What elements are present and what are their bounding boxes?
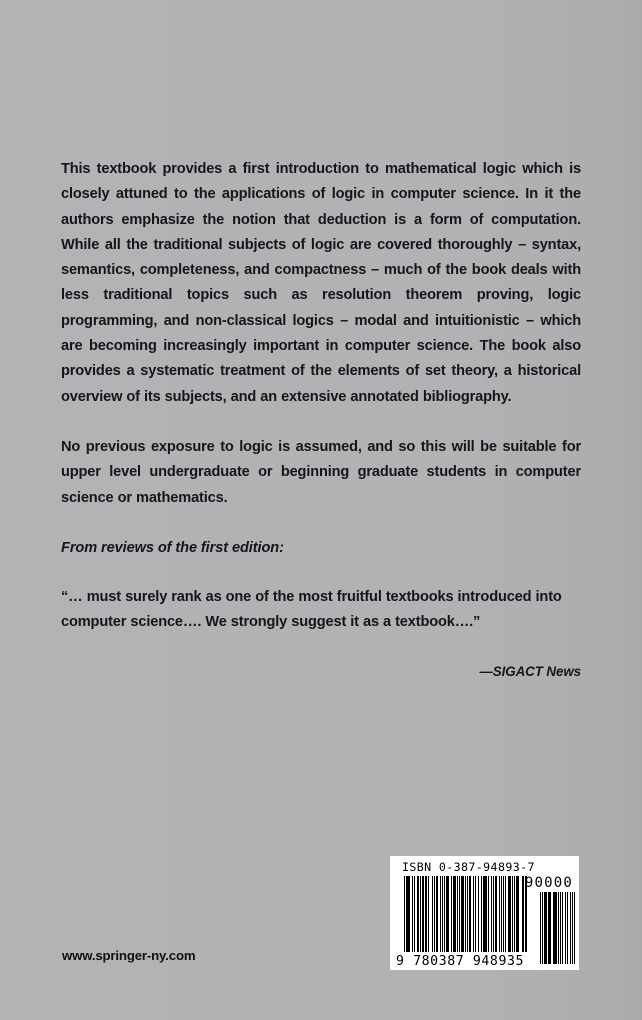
- ean13-bars: [404, 876, 528, 952]
- isbn-barcode: [390, 856, 579, 970]
- publisher-url: www.springer-ny.com: [62, 948, 196, 963]
- barcode-addon-caption: 90000: [524, 875, 573, 891]
- reviews-heading: From reviews of the first edition:: [61, 539, 284, 556]
- barcode-bar: [483, 876, 486, 952]
- barcode-bar: [549, 892, 551, 964]
- isbn-caption: ISBN 0-387-94893-7: [402, 860, 535, 874]
- barcode-bar: [558, 892, 559, 964]
- blurb-paragraph-2: No previous exposure to logic is assumed, and so this will be suitable for upper level undergraduate or beginning graduate students in computer science or mathematics.: [61, 438, 581, 506]
- barcode-bar: [417, 876, 419, 952]
- barcode-bar: [457, 876, 458, 952]
- barcode-bar: [486, 876, 487, 952]
- barcode-bar: [465, 876, 466, 952]
- barcode-bar: [495, 876, 497, 952]
- barcode-bar: [436, 876, 438, 952]
- barcode-bar: [554, 892, 557, 964]
- barcode-bar: [478, 876, 480, 952]
- ean-caption: 9 780387 948935: [396, 954, 525, 969]
- barcode-bar: [444, 876, 445, 952]
- barcode-bar: [525, 876, 526, 952]
- barcode-bar: [422, 876, 424, 952]
- barcode-bar: [499, 876, 500, 952]
- review-source: —SIGACT News: [479, 663, 581, 679]
- barcode-bar: [501, 876, 502, 952]
- blurb-paragraph-1: This textbook provides a first introduction to mathematical logic which is closely attuned to the applications of logic in computer science. In it the authors emphasize the notion that deduction is a form of computation. While all the traditional subjects of logic are covered thoroughly – syntax, semantics, completeness, and compactness – much of the book deals with less traditional topics such as resolution theorem proving, logic programming, and non-classical logics – modal and intuitionistic – which are becoming increasingly important in computer science. The book also provides a systematic treatment of the elements of set theory, a historical overview of its subjects, and an extensive annotated bibliography.: [61, 161, 581, 405]
- barcode-bar: [567, 892, 568, 964]
- barcode-bar: [488, 876, 489, 952]
- barcode-bar: [451, 876, 452, 952]
- barcode-bar: [491, 876, 493, 952]
- barcode-bar: [542, 892, 543, 964]
- barcode-bar: [516, 876, 518, 952]
- barcode-bar: [447, 876, 449, 952]
- barcode-bar: [473, 876, 474, 952]
- barcode-bar: [412, 876, 413, 952]
- barcode-bar: [407, 876, 410, 952]
- barcode-bar: [469, 876, 471, 952]
- barcode-bar: [508, 876, 511, 952]
- barcode-bar: [572, 892, 574, 964]
- barcode-bar: [461, 876, 464, 952]
- barcode-bar: [420, 876, 421, 952]
- barcode-bar: [428, 876, 429, 952]
- ean5-addon-bars: [540, 892, 576, 964]
- barcode-bar: [467, 876, 468, 952]
- barcode-bar: [440, 876, 441, 952]
- review-quote: “… must surely rank as one of the most fruitful textbooks introduced into computer science…. We strongly suggest it as a textbook….”: [61, 589, 562, 631]
- barcode-bar: [544, 892, 547, 964]
- barcode-bar: [406, 876, 407, 952]
- barcode-bar: [518, 876, 519, 952]
- barcode-bar: [512, 876, 513, 952]
- barcode-bar: [414, 876, 416, 952]
- barcode-bar: [475, 876, 476, 952]
- barcode-bar: [432, 876, 433, 952]
- barcode-bar: [562, 892, 564, 964]
- barcode-bar: [514, 876, 515, 952]
- barcode-bar: [481, 876, 482, 952]
- barcode-bar: [522, 876, 524, 952]
- barcode-bar: [425, 876, 428, 952]
- blurb-text-block: [61, 157, 581, 683]
- barcode-bar: [574, 892, 575, 964]
- barcode-bar: [459, 876, 461, 952]
- barcode-bar: [404, 876, 405, 952]
- barcode-bar: [442, 876, 443, 952]
- barcode-bar: [434, 876, 435, 952]
- barcode-bar: [446, 876, 447, 952]
- barcode-bar: [503, 876, 504, 952]
- barcode-bar: [453, 876, 456, 952]
- barcode-bar: [505, 876, 507, 952]
- barcode-bar: [493, 876, 494, 952]
- barcode-bar: [526, 876, 527, 952]
